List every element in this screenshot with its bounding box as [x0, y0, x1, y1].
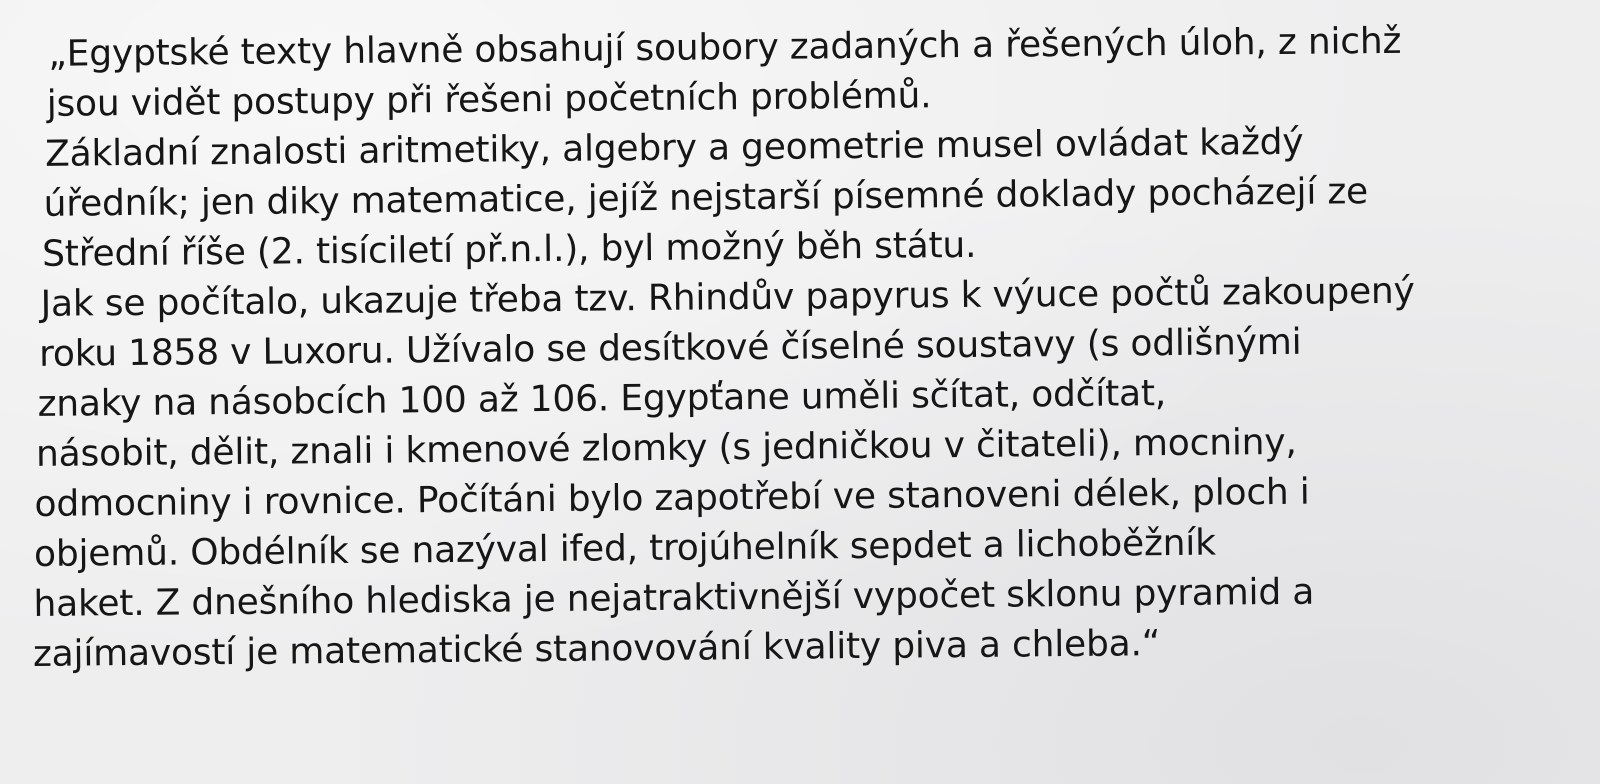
text-line-7: roku 1858 v Luxoru. Užívalo se desítkové číselné soustavy (s odlišnými — [38, 321, 1302, 375]
text-line-3: Základní znalosti aritmetiky, algebry a geometrie musel ovládat každý — [44, 121, 1304, 175]
text-line-4: úředník; jen diky matematice, jejíž nejstarší písemné doklady pocházejí ze — [43, 171, 1369, 225]
text-line-6: Jak se počítalo, ukazuje třeba tzv. Rhindův papyrus k výuce počtů zakoupený — [40, 270, 1415, 325]
text-line-5: Střední říše (2. tisíciletí př.n.l.), byl možný běh státu. — [41, 224, 977, 275]
text-line-1: „Egyptské texty hlavně obsahují soubory zadaných a řešených úloh, z nichž — [48, 20, 1402, 75]
text-line-13: zajímavostí je matematické stanovování kvality piva a chleba.“ — [32, 623, 1161, 675]
text-line-10: odmocniny i rovnice. Počítáni bylo zapotřebí ve stanoveni délek, ploch i — [34, 471, 1310, 525]
quoted-paragraph — [26, 15, 1592, 680]
text-line-9: násobit, dělit, znali i kmenové zlomky (s jedničkou v čitateli), mocniny, — [35, 421, 1297, 475]
text-line-2: jsou vidět postupy při řešeni početních problémů. — [46, 75, 932, 125]
text-line-12: haket. Z dnešního hlediska je nejatraktivnější vypočet sklonu pyramid a — [33, 571, 1315, 625]
text-line-8: znaky na násobcích 100 až 106. Egypťane uměli sčítat, odčítat, — [37, 373, 1167, 425]
text-line-11: objemů. Obdélník se nazýval ifed, trojúhelník sepdet a lichoběžník — [33, 522, 1216, 575]
